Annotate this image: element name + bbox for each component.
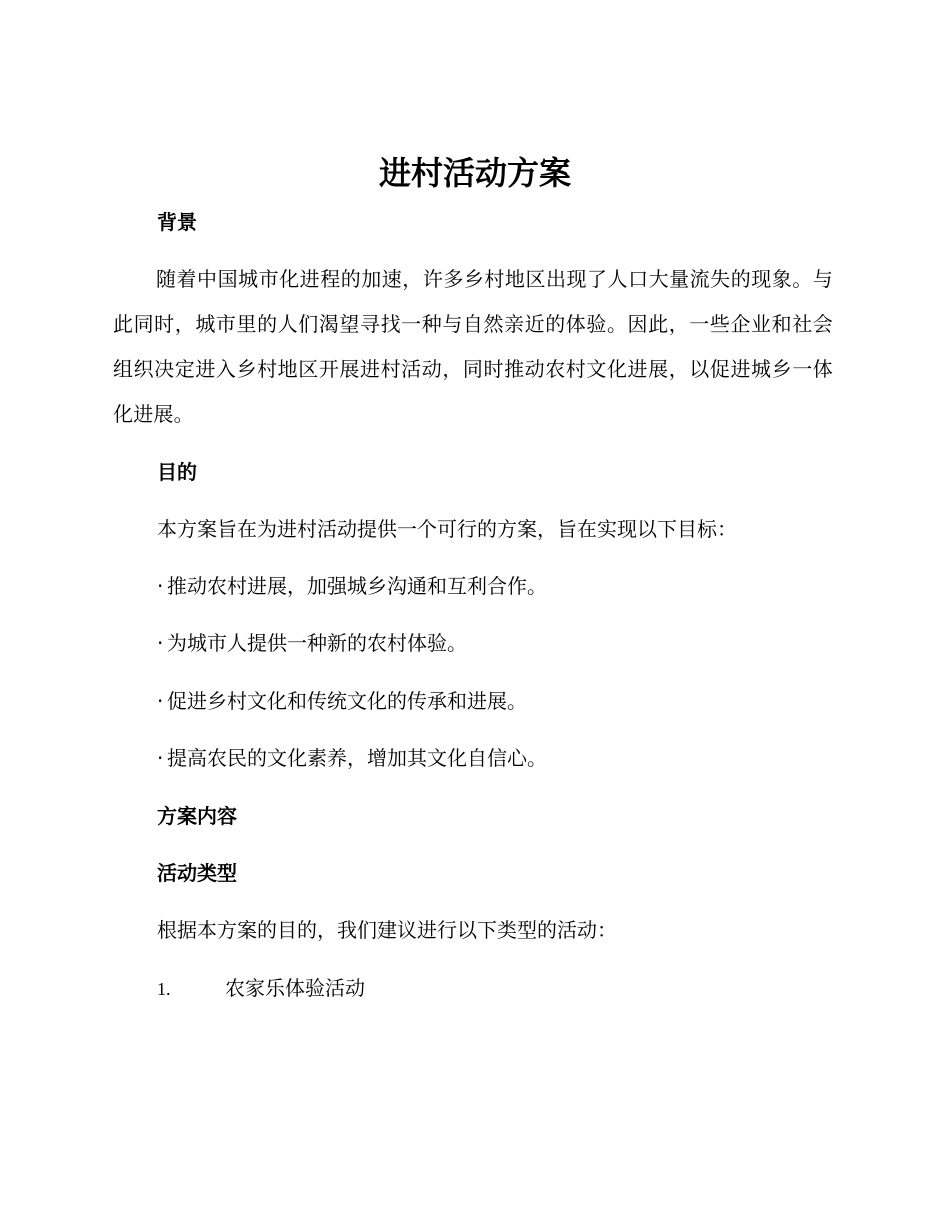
list-number: 1. <box>157 979 171 999</box>
section-heading-purpose: 目的 <box>157 460 197 484</box>
goal-text: 促进乡村文化和传统文化的传承和进展。 <box>167 689 527 713</box>
goal-text: 提高农民的文化素养，增加其文化自信心。 <box>167 746 547 770</box>
goal-list-item <box>157 743 547 773</box>
goal-list-item <box>157 686 527 716</box>
background-paragraph: 随着中国城市化进程的加速，许多乡村地区出现了人口大量流失的现象。与此同时，城市里的人们渴望寻找一种与自然亲近的体验。因此，一些企业和社会组织决定进入乡村地区开展进村活动，同时推动农村文化进展，以促进城乡一体化进展。 <box>113 267 833 426</box>
document-title: 进村活动方案 <box>378 154 571 192</box>
activity-label: 农家乐体验活动 <box>225 976 365 1000</box>
purpose-intro: 本方案旨在为进村活动提供一个可行的方案，旨在实现以下目标： <box>157 517 737 541</box>
bullet-mark: · <box>157 574 164 598</box>
plan-intro: 根据本方案的目的，我们建议进行以下类型的活动： <box>157 918 617 942</box>
numbered-list-item <box>157 973 365 1004</box>
goal-text: 为城市人提供一种新的农村体验。 <box>167 631 467 655</box>
subheading-activity-type: 活动类型 <box>157 861 237 885</box>
section-heading-background: 背景 <box>157 210 197 234</box>
goal-list-item <box>157 628 467 658</box>
bullet-mark: · <box>157 746 164 770</box>
section-heading-plan: 方案内容 <box>157 804 237 828</box>
goal-list-item <box>157 571 547 601</box>
bullet-mark: · <box>157 689 164 713</box>
bullet-mark: · <box>157 631 164 655</box>
goal-text: 推动农村进展，加强城乡沟通和互利合作。 <box>167 574 547 598</box>
